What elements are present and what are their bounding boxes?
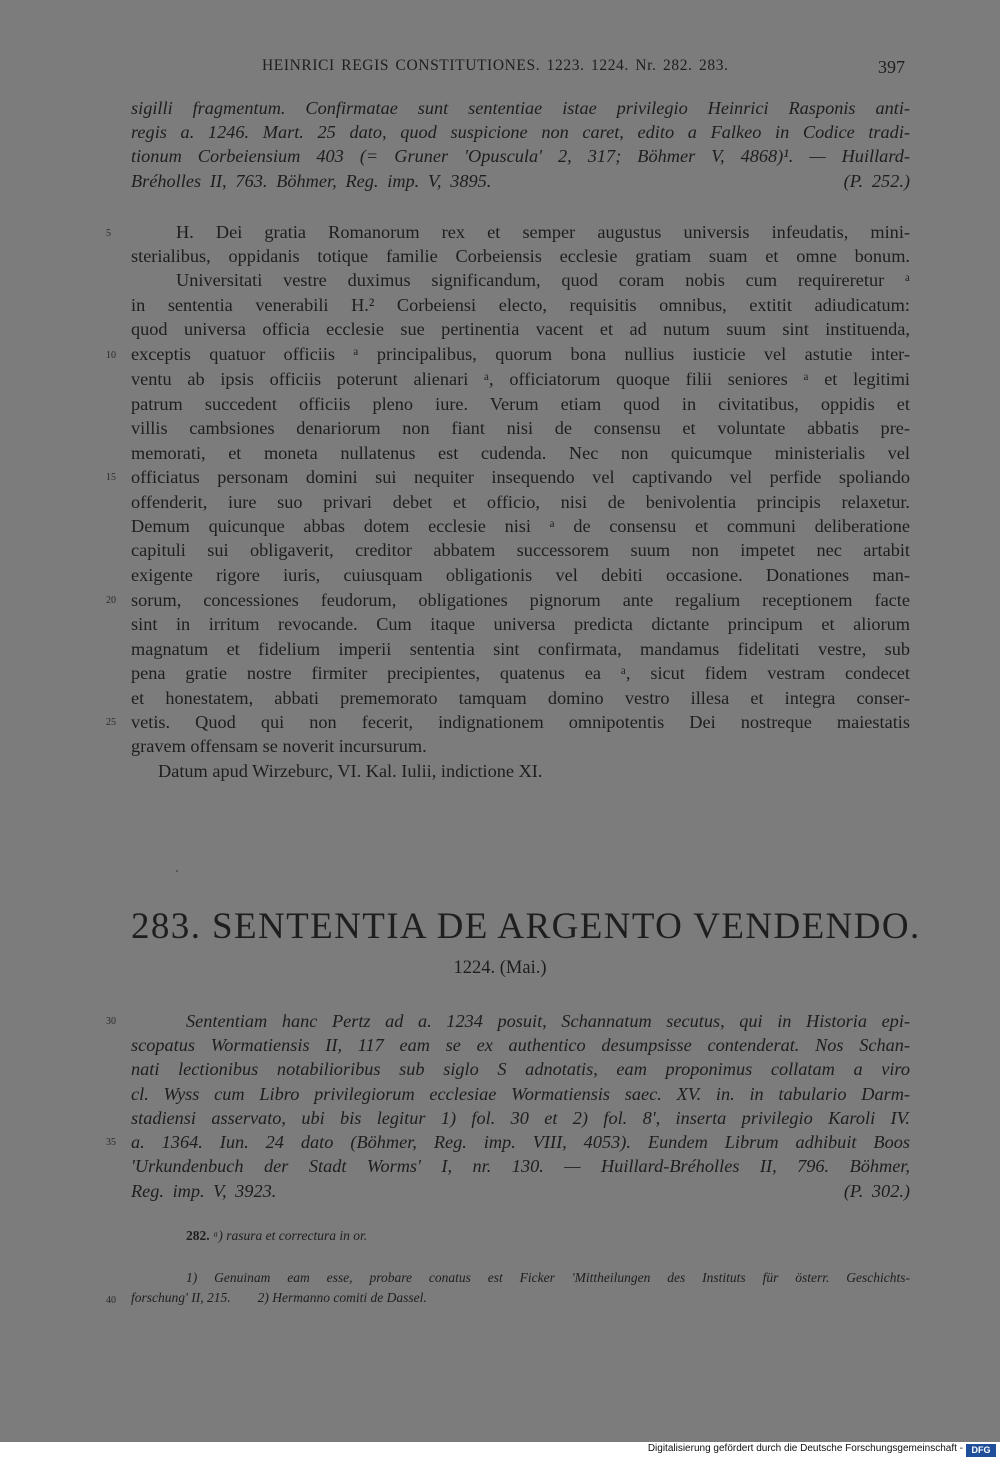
dating-clause: Datum apud Wirzeburc, VI. Kal. Iulii, indictione XI. — [158, 761, 543, 781]
footer-bar — [0, 1442, 1000, 1459]
body-line: H. Dei gratia Romanorum rex et semper augustus universis infeudatis, mini- — [176, 222, 910, 242]
running-head: HEINRICI REGIS CONSTITUTIONES. 1223. 1224. Nr. 282. 283. — [262, 57, 729, 74]
section-intro-line: Sententiam hanc Pertz ad a. 1234 posuit, Schannatum secutus, qui in Historia epi- — [186, 1011, 910, 1031]
body-line: et honestatem, abbati prememorato tamquam domino vestro illesa et integra conser- — [131, 688, 910, 708]
footnote-line: 1) Genuinam eam esse, probare conatus est Ficker 'Mittheilungen des Instituts für österr. Geschichts- — [186, 1270, 910, 1285]
section-intro-line: a. 1364. Iun. 24 dato (Böhmer, Reg. imp. VIII, 4053). Eundem Librum adhibuit Boos — [131, 1132, 910, 1152]
body-line: Universitati vestre duximus significandum, quod coram nobis cum requireretur ᵃ — [176, 270, 910, 290]
body-line: sterialibus, oppidanis totique familie Corbeiensis ecclesie gratiam suam et omne bonum. — [131, 246, 910, 266]
body-line: Demum quicunque abbas dotem ecclesie nisi ᵃ de consensu et communi deliberatione — [131, 516, 910, 536]
section-intro-line: stadiensi asservato, ubi bis legitur 1) fol. 30 et 2) fol. 8', inserta privilegio Karoli IV. — [131, 1108, 910, 1128]
section-intro-line: 'Urkundenbuch der Stadt Worms' I, nr. 130. — Huillard-Bréholles II, 796. Böhmer, — [131, 1156, 910, 1176]
section-intro-line: scopatus Wormatiensis II, 117 eam se ex authentico desumpsisse contenderat. Nos Schan- — [131, 1035, 910, 1055]
body-line: sint in irritum revocande. Cum itaque universa predicta dictante principum et aliorum — [131, 614, 910, 634]
line-number: 25 — [106, 717, 116, 728]
body-line: officiatus personam domini sui nequiter insequendo vel captivando vel perfide spoliando — [131, 467, 910, 487]
variant-note-label: 282. — [186, 1228, 210, 1243]
body-line: pena gratie nostre firmiter precipientes, quatenus ea ᵃ, sicut fidem vestram condecet — [131, 663, 910, 683]
funding-notice: Digitalisierung gefördert durch die Deutsche Forschungsgemeinschaft - — [647, 1443, 963, 1454]
section-intro-line: nati lectionibus notabilioribus sub siglo S adnotatis, eam proponimus collatam a viro — [131, 1059, 910, 1079]
variant-note — [186, 1227, 965, 1245]
body-line: patrum succedent officiis pleno iure. Verum etiam quod in civitatibus, oppidis et — [131, 394, 910, 414]
line-number: 30 — [106, 1016, 116, 1027]
line-number: 5 — [106, 228, 111, 239]
body-line: vetis. Quod qui non fecerit, indignationem omnipotentis Dei nostreque maiestatis — [131, 712, 910, 732]
body-line: quod universa officia ecclesie sue pertinentia vacent et ad nutum suum sint instituenda, — [131, 319, 910, 339]
body-line: offenderit, iure suo privari debet et officio, nisi de benivolentia principis relaxetur. — [131, 492, 910, 512]
body-line: sorum, concessiones feudorum, obligationes pignorum ante regalium receptionem facte — [131, 590, 910, 610]
section-date: 1224. (Mai.) — [453, 958, 547, 978]
body-line: exceptis quatuor officiis ᵃ principalibus, quorum bona nullius iusticie vel astutie inter- — [131, 344, 910, 364]
body-line: in sententia venerabili H.² Corbeiensi electo, requisitis omnibus, extitit adiudicatum: — [131, 295, 910, 315]
intro-line: sigilli fragmentum. Confirmatae sunt sententiae istae privilegio Heinrici Rasponis anti- — [131, 98, 910, 118]
body-line: villis cambsiones denariorum non fiant nisi de consensu et voluntate abbatis pre- — [131, 418, 910, 438]
line-number: 35 — [106, 1137, 116, 1148]
line-number: 10 — [106, 350, 116, 361]
section-intro-line: Reg. imp. V, 3923. (P. 302.) — [131, 1181, 910, 1201]
body-line: ventu ab ipsis officiis poterunt alienari ᵃ, officiatorum quoque filii seniores ᵃ et legitimi — [131, 369, 910, 389]
line-number: 15 — [106, 472, 116, 483]
line-number: 20 — [106, 595, 116, 606]
dfg-logo[interactable]: DFG — [966, 1444, 996, 1457]
footnote-line: forschung' II, 215. 2) Hermanno comiti de Dassel. — [131, 1290, 427, 1305]
body-line: capituli sui obligaverit, creditor abbatem successorem suum non impetet nec artabit — [131, 540, 910, 560]
intro-line: tionum Corbeiensium 403 (= Gruner 'Opuscula' 2, 317; Böhmer V, 4868)¹. — Huillard- — [131, 146, 910, 166]
stray-mark — [176, 870, 178, 872]
section-title: 283. SENTENTIA DE ARGENTO VENDENDO. — [131, 906, 921, 947]
body-line: memorati, et moneta nullatenus est cudenda. Nec non quicumque ministerialis vel — [131, 443, 910, 463]
body-line: magnatum et fidelium imperii sententia sint confirmata, mandamus fidelitati vestre, sub — [131, 639, 910, 659]
line-number: 40 — [106, 1295, 116, 1306]
variant-note-text: ᵃ) rasura et correctura in or. — [213, 1228, 368, 1243]
page-number: 397 — [878, 57, 905, 77]
intro-line: Bréholles II, 763. Böhmer, Reg. imp. V, 3895. (P. 252.) — [131, 171, 910, 191]
body-line: exigente rigore iuris, cuiusquam obligationis vel debiti occasione. Donationes man- — [131, 565, 910, 585]
section-intro-line: cl. Wyss cum Libro privilegiorum ecclesiae Wormatiensis saec. XV. in. in tabulario Darm- — [131, 1084, 910, 1104]
body-line: gravem offensam se noverit incursurum. — [131, 736, 427, 756]
intro-line: regis a. 1246. Mart. 25 dato, quod suspicione non caret, edito a Falkeo in Codice tradi- — [131, 122, 910, 142]
